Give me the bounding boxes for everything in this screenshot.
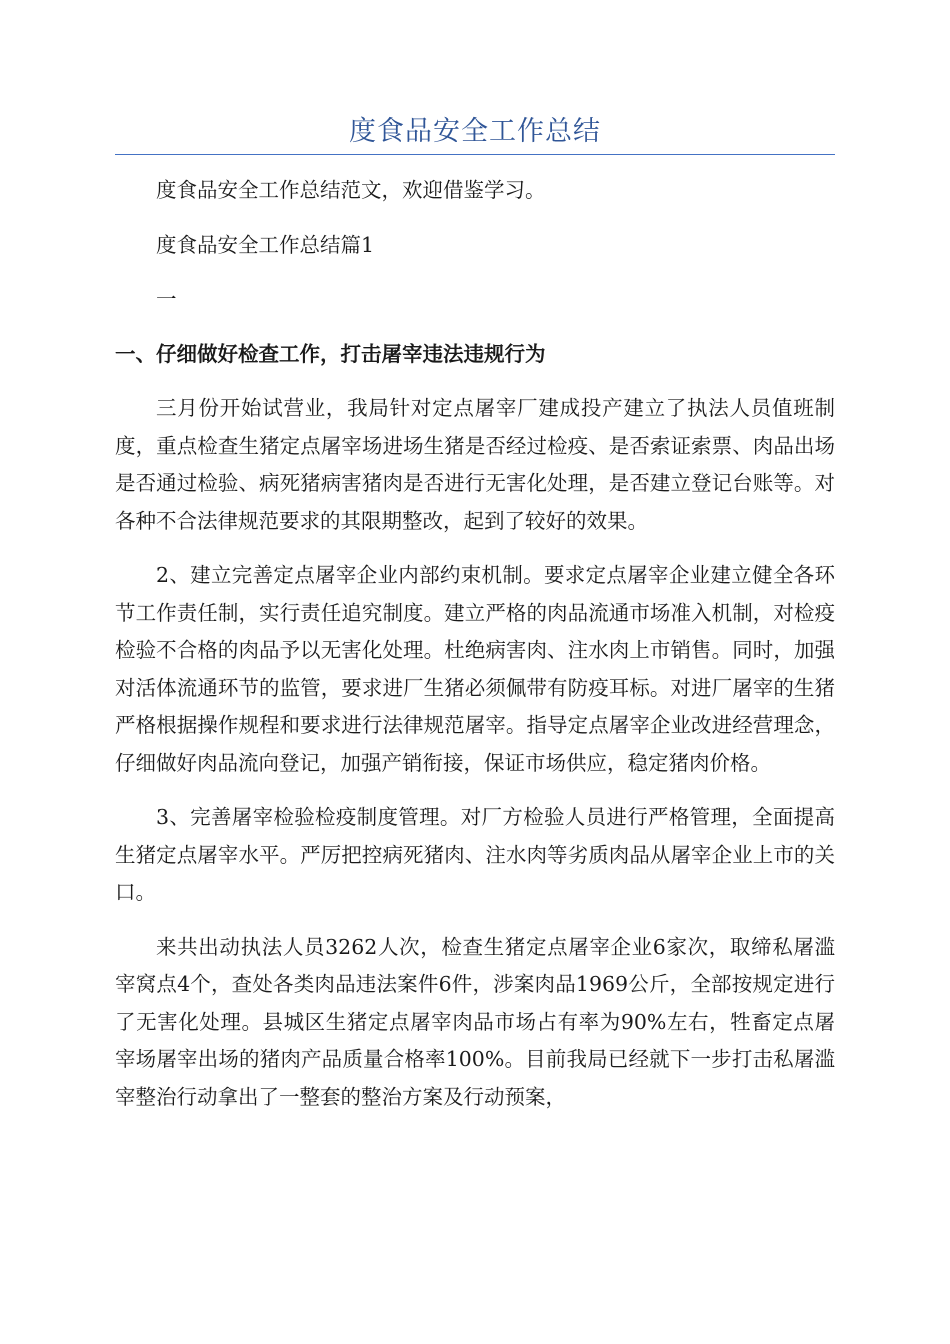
document-body — [115, 172, 835, 1133]
body-paragraph: 3、完善屠宰检验检疫制度管理。对厂方检验人员进行严格管理，全面提高生猪定点屠宰水平。严厉把控病死猪肉、注水肉等劣质肉品从屠宰企业上市的关口。 — [115, 805, 835, 904]
document-title: 度食品安全工作总结 — [349, 116, 601, 147]
numeral-line: 一 — [156, 287, 177, 311]
title-underline — [115, 154, 835, 155]
intro-paragraph: 度食品安全工作总结范文，欢迎借鉴学习。 — [156, 178, 546, 202]
section-label: 度食品安全工作总结篇1 — [156, 232, 375, 257]
section-heading: 一、仔细做好检查工作，打击屠宰违法违规行为 — [115, 341, 546, 366]
body-paragraph: 2、建立完善定点屠宰企业内部约束机制。要求定点屠宰企业建立健全各环节工作责任制，实行责任追究制度。建立严格的肉品流通市场准入机制，对检疫检验不合格的肉品予以无害化处理。杜绝病害肉、注水肉上市销售。同时，加强对活体流通环节的监管，要求进厂生猪必须佩带有防疫耳标。对进厂屠宰的生猪严格根据操作规程和要求进行法律规范屠宰。指导定点屠宰企业改进经营理念，仔细做好肉品流向登记，加强产销衔接，保证市场供应，稳定猪肉价格。 — [115, 563, 835, 775]
body-paragraph: 来共出动执法人员3262人次，检查生猪定点屠宰企业6家次，取缔私屠滥宰窝点4个，查处各类肉品违法案件6件，涉案肉品1969公斤，全部按规定进行了无害化处理。县城区生猪定点屠宰肉品市场占有率为90%左右，牲畜定点屠宰场屠宰出场的猪肉产品质量合格率100%。目前我局已经就下一步打击私屠滥宰整治行动拿出了一整套的整治方案及行动预案， — [115, 934, 835, 1109]
body-paragraph: 三月份开始试营业，我局针对定点屠宰厂建成投产建立了执法人员值班制度，重点检查生猪定点屠宰场进场生猪是否经过检疫、是否索证索票、肉品出场是否通过检验、病死猪病害猪肉是否进行无害化处理，是否建立登记台账等。对各种不合法律规范要求的其限期整改，起到了较好的效果。 — [115, 396, 835, 533]
